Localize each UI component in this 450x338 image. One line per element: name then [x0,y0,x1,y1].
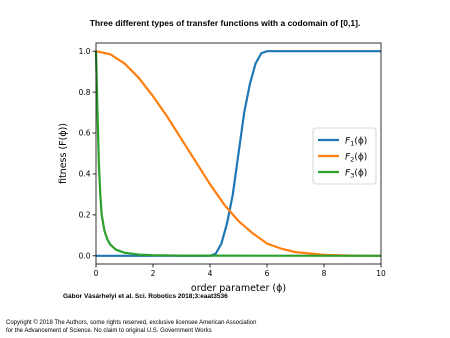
x-tick-label: 0 [93,269,99,278]
y-axis-label: fitness (F(ϕ)) [58,122,69,185]
y-tick-label: 0.2 [78,210,91,220]
x-tick-label: 10 [376,269,386,278]
legend-label-1: $F_1(\phi)$ [345,136,368,148]
x-tick-label: 8 [321,269,327,278]
y-tick-label: 0.0 [78,251,91,261]
legend-label-2: $F_2(\phi)$ [345,152,368,164]
legend-label-3: $F_3(\phi)$ [345,168,368,180]
y-tick-label: 0.6 [78,128,91,138]
y-tick-label: 0.8 [78,87,91,97]
x-tick-label: 2 [150,269,156,278]
y-tick-label: 0.4 [78,169,91,179]
x-axis-label: order parameter (ϕ) [190,283,287,294]
copyright-line-1: Copyright © 2018 The Authors, some rights reserved, exclusive licensee American Association [6,320,257,326]
y-tick-label: 1.0 [78,46,91,56]
copyright-notice [6,320,256,335]
citation-credit: Gábor Vásárhelyi et al. Sci. Robotics 2018;3:eaat3536 [63,293,228,300]
legend [313,128,376,184]
x-tick-label: 4 [207,269,213,278]
slide-title: Three different types of transfer functions with a codomain of [0,1]. [89,18,361,28]
x-tick-label: 6 [264,269,270,278]
copyright-line-2: for the Advancement of Science. No claim to original U.S. Government Works [6,327,212,334]
